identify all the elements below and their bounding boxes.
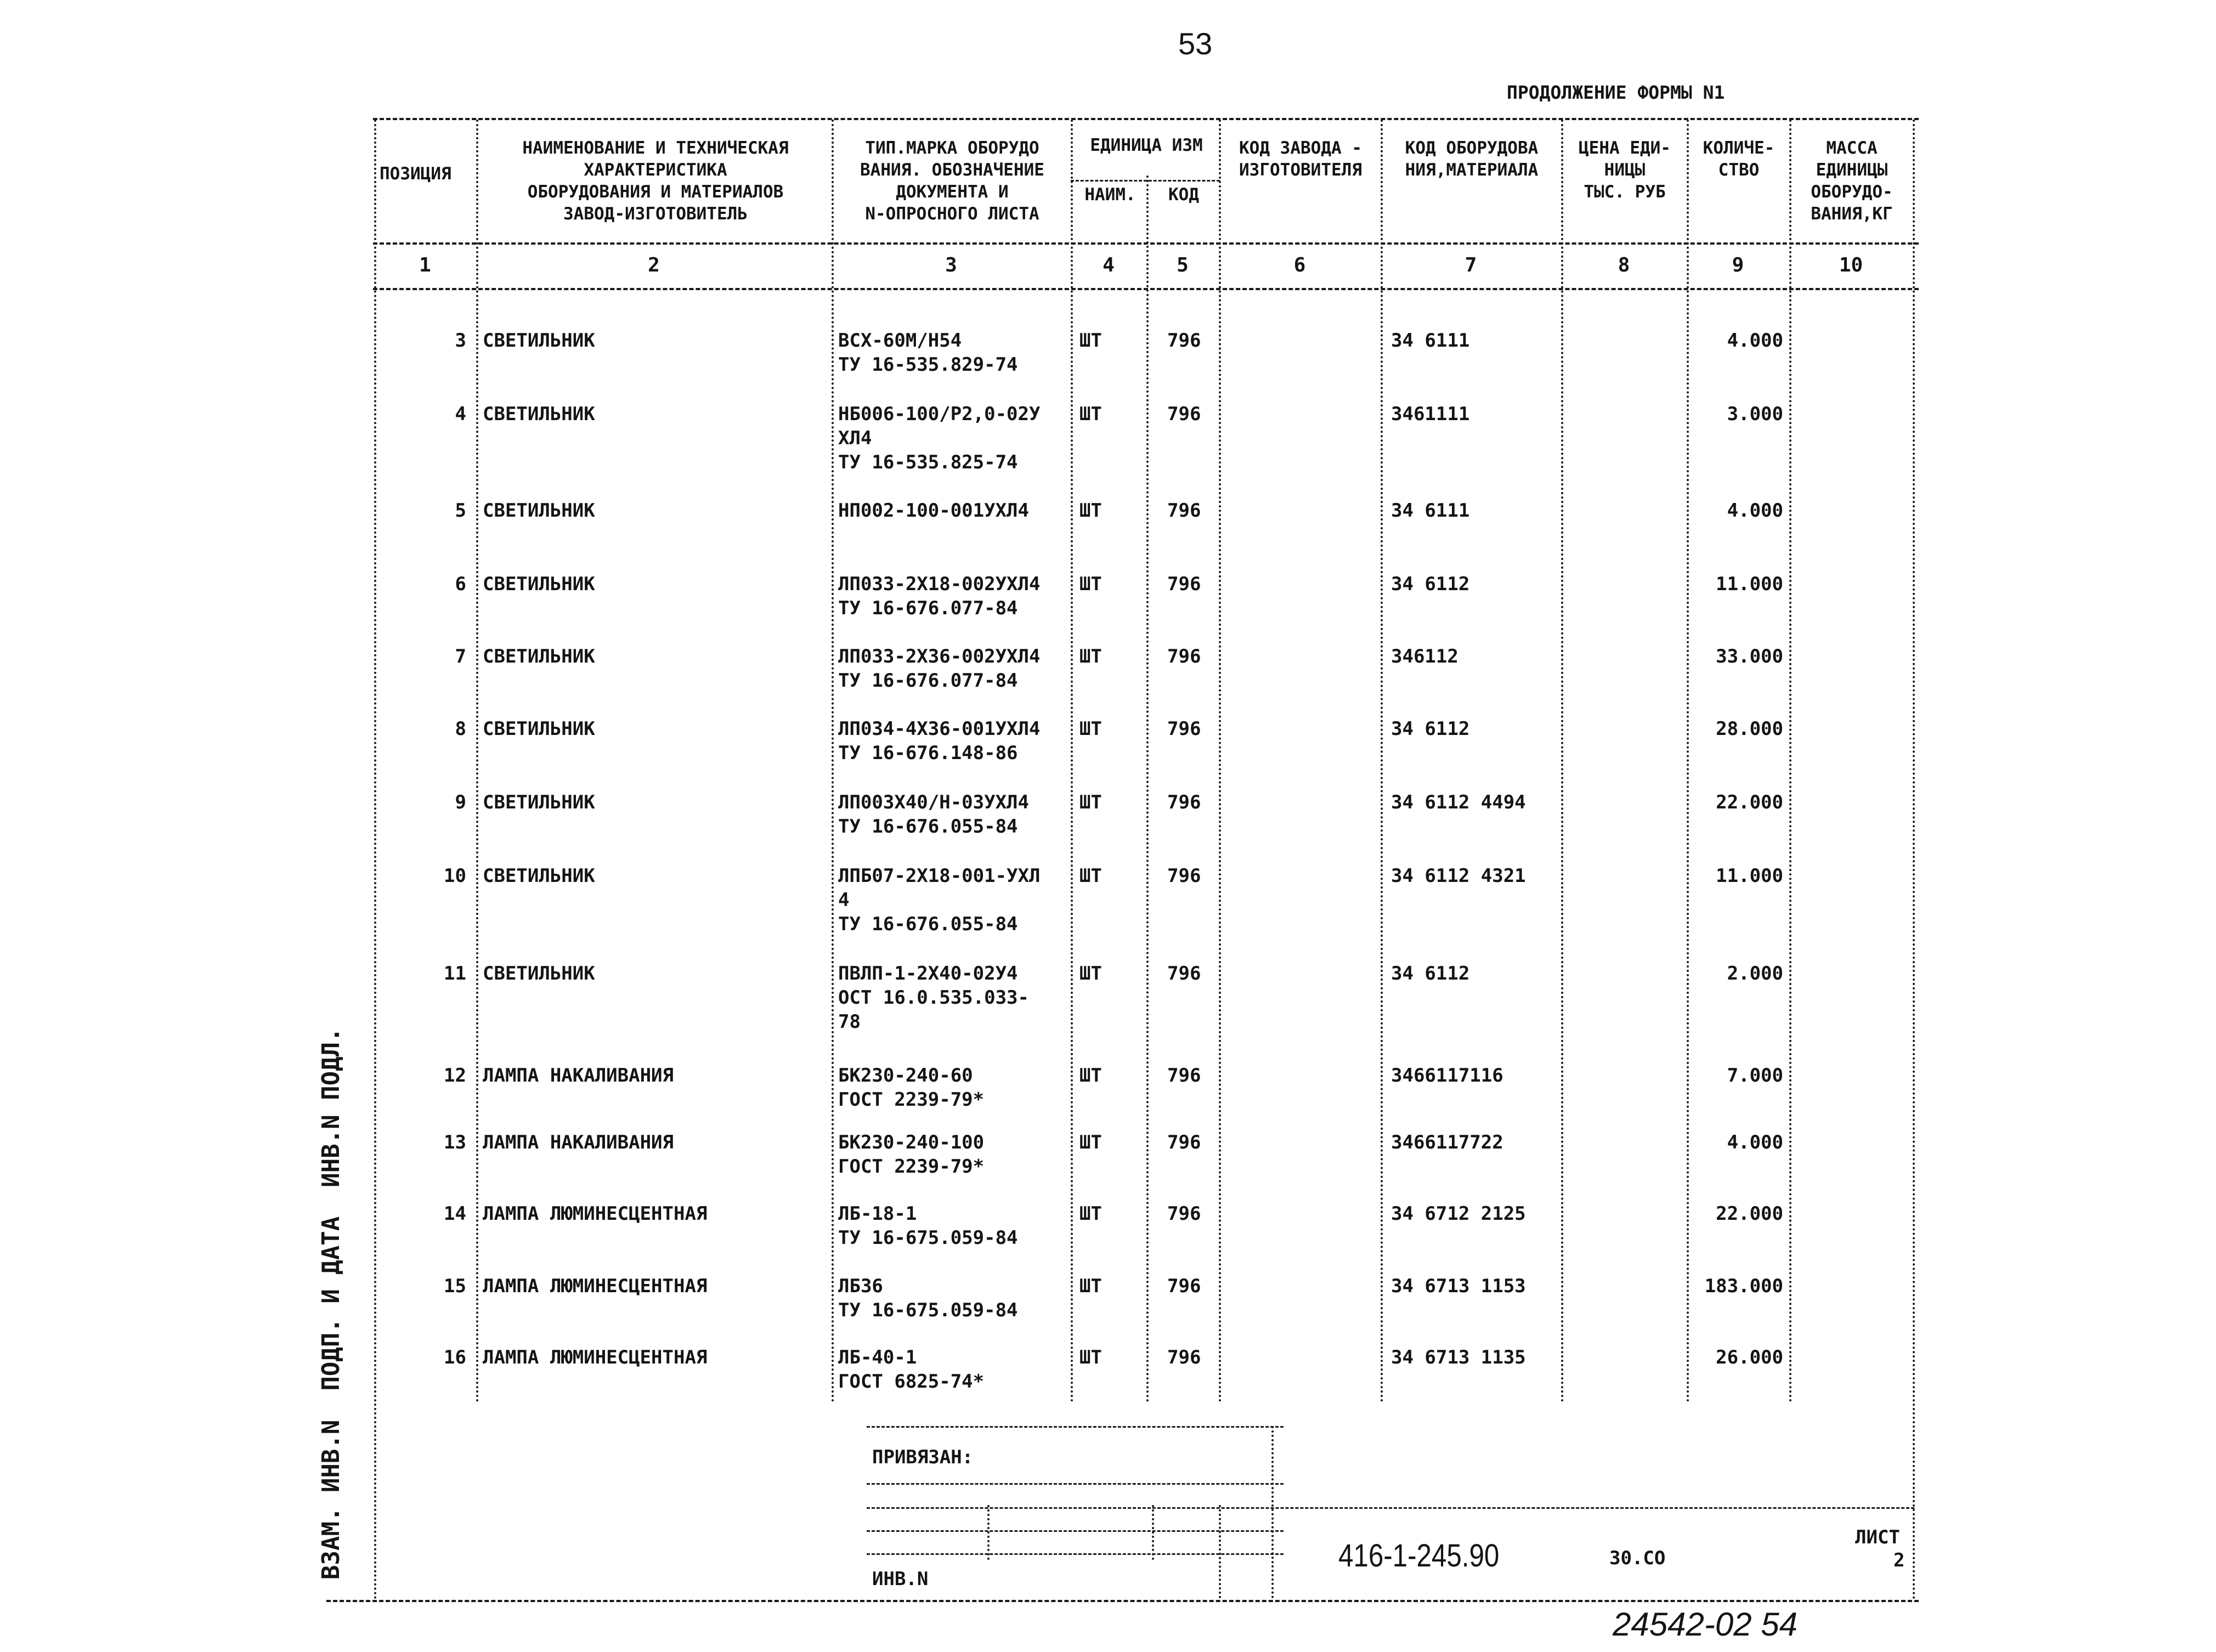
cell-name: ЛАМПА ЛЮМИНЕСЦЕНТНАЯ (483, 1347, 708, 1368)
cell-type-line-3: 78 (838, 1011, 861, 1033)
cell-type-line-2: 4 (838, 889, 850, 911)
cell-position: 13 (444, 1131, 466, 1153)
col-divider-4-5 (1146, 176, 1149, 1403)
stamp-document-designation: 416-1-245.90 (1338, 1538, 1500, 1574)
cell-position: 12 (444, 1065, 466, 1087)
header-unit: ЕДИНИЦА ИЗМ (1090, 135, 1203, 155)
stamp-inventory-number: ИНВ.N (872, 1568, 929, 1590)
cell-position: 7 (455, 646, 466, 667)
cell-unit-name: ШТ (1079, 1065, 1102, 1087)
cell-unit-code: 796 (1167, 1131, 1201, 1153)
cell-unit-name: ШТ (1079, 1203, 1102, 1225)
cell-unit-code: 796 (1167, 330, 1201, 352)
col-divider-right (1913, 120, 1915, 1600)
cell-position: 4 (455, 403, 466, 425)
cell-unit-name: ШТ (1079, 963, 1102, 985)
cell-name: СВЕТИЛЬНИК (483, 403, 595, 425)
cell-quantity: 26.000 (1716, 1347, 1783, 1368)
cell-equipment-code: 346112 (1391, 646, 1459, 667)
cell-quantity: 28.000 (1716, 718, 1783, 740)
cell-type-line-1: ЛП033-2Х36-002УХЛ4 (838, 646, 1041, 667)
cell-quantity: 183.000 (1704, 1275, 1783, 1297)
cell-type-line-2: ОСТ 16.0.535.033- (838, 987, 1029, 1009)
cell-unit-code: 796 (1167, 1275, 1201, 1297)
cell-unit-name: ШТ (1079, 791, 1102, 813)
cell-equipment-code: 3466117116 (1391, 1065, 1503, 1087)
side-margin-stamp: ВЗАМ. ИНВ.N ПОДП. И ДАТА ИНВ.N ПОДЛ. (317, 1027, 345, 1580)
cell-position: 11 (444, 963, 466, 985)
header-col10: МАССА ЕДИНИЦЫ ОБОРУДО- ВАНИЯ,КГ (1811, 138, 1893, 224)
column-number-4: 4 (1103, 254, 1115, 276)
cell-equipment-code: 34 6111 (1391, 500, 1470, 522)
cell-name: ЛАМПА ЛЮМИНЕСЦЕНТНАЯ (483, 1203, 708, 1225)
cell-name: СВЕТИЛЬНИК (483, 330, 595, 352)
cell-quantity: 4.000 (1727, 1131, 1783, 1153)
cell-position: 14 (444, 1203, 466, 1225)
column-number-10: 10 (1839, 254, 1863, 276)
cell-unit-name: ШТ (1079, 865, 1102, 887)
cell-unit-code: 796 (1167, 1065, 1201, 1087)
col-divider-left (374, 120, 376, 1600)
cell-unit-name: ШТ (1079, 1275, 1102, 1297)
cell-equipment-code: 34 6112 (1391, 963, 1470, 985)
cell-position: 8 (455, 718, 466, 740)
column-number-6: 6 (1293, 254, 1306, 276)
handwritten-footer-number: 24542-02 54 (1613, 1606, 1797, 1643)
cell-type-line-1: ЛБ-18-1 (838, 1203, 917, 1225)
cell-type-line-1: БК230-240-100 (838, 1131, 985, 1153)
cell-name: СВЕТИЛЬНИК (483, 646, 595, 667)
stamp-line-4 (867, 1530, 1284, 1532)
cell-unit-code: 796 (1167, 865, 1201, 887)
cell-equipment-code: 34 6112 4494 (1391, 791, 1526, 813)
cell-type-line-3: ТУ 16-676.055-84 (838, 913, 1018, 935)
cell-type-line-1: ЛП003Х40/Н-03УХЛ4 (838, 791, 1029, 813)
table-bottom-border (326, 1600, 1919, 1602)
cell-name: СВЕТИЛЬНИК (483, 718, 595, 740)
cell-type-line-2: ТУ 16-535.829-74 (838, 354, 1018, 376)
cell-type-line-2: ХЛ4 (838, 427, 872, 449)
cell-name: ЛАМПА ЛЮМИНЕСЦЕНТНАЯ (483, 1275, 708, 1297)
cell-unit-code: 796 (1167, 791, 1201, 813)
cell-unit-name: ШТ (1079, 1131, 1102, 1153)
cell-type-line-1: ЛП034-4Х36-001УХЛ4 (838, 718, 1041, 740)
cell-unit-name: ШТ (1079, 573, 1102, 595)
stamp-top-line (867, 1426, 1284, 1428)
cell-type-line-1: БК230-240-60 (838, 1065, 973, 1087)
cell-position: 9 (455, 791, 466, 813)
cell-equipment-code: 34 6112 4321 (1391, 865, 1526, 887)
cell-name: СВЕТИЛЬНИК (483, 963, 595, 985)
cell-type-line-3: ТУ 16-535.825-74 (838, 451, 1018, 473)
column-number-3: 3 (945, 254, 957, 276)
cell-name: СВЕТИЛЬНИК (483, 791, 595, 813)
cell-position: 3 (455, 330, 466, 352)
page-number: 53 (1178, 26, 1213, 61)
cell-quantity: 4.000 (1727, 500, 1783, 522)
cell-position: 16 (444, 1347, 466, 1368)
cell-type-line-2: ТУ 16-676.077-84 (838, 670, 1018, 692)
cell-name: СВЕТИЛЬНИК (483, 500, 595, 522)
cell-type-line-1: ПВЛП-1-2Х40-02У4 (838, 963, 1018, 985)
header-col3: ТИП.МАРКА ОБОРУДО ВАНИЯ. ОБОЗНАЧЕНИЕ ДОКУМЕНТА И N-ОПРОСНОГО ЛИСТА (860, 138, 1044, 224)
cell-equipment-code: 34 6713 1153 (1391, 1275, 1526, 1297)
cell-equipment-code: 34 6111 (1391, 330, 1470, 352)
stamp-divider-3 (1219, 1505, 1221, 1598)
column-number-2: 2 (648, 254, 660, 276)
cell-type-line-1: НБ006-100/Р2,0-02У (838, 403, 1041, 425)
stamp-divider-1 (987, 1505, 990, 1560)
column-number-7: 7 (1465, 254, 1477, 276)
cell-equipment-code: 3466117722 (1391, 1131, 1503, 1153)
unit-subheader-line (1071, 180, 1220, 182)
cell-equipment-code: 34 6112 (1391, 573, 1470, 595)
cell-unit-name: ШТ (1079, 330, 1102, 352)
cell-quantity: 4.000 (1727, 330, 1783, 352)
cell-unit-name: ШТ (1079, 500, 1102, 522)
cell-quantity: 33.000 (1716, 646, 1783, 667)
cell-type-line-1: ЛБ36 (838, 1275, 883, 1297)
cell-unit-code: 796 (1167, 1203, 1201, 1225)
stamp-sheet-number: 2 (1893, 1549, 1905, 1571)
stamp-line-2 (867, 1483, 1284, 1485)
cell-quantity: 7.000 (1727, 1065, 1783, 1087)
cell-unit-code: 796 (1167, 1347, 1201, 1368)
cell-type-line-2: ГОСТ 2239-79* (838, 1156, 985, 1178)
cell-quantity: 22.000 (1716, 791, 1783, 813)
stamp-line-5 (867, 1553, 1284, 1555)
cell-equipment-code: 3461111 (1391, 403, 1470, 425)
col-divider-7-8 (1561, 120, 1563, 1403)
cell-equipment-code: 34 6712 2125 (1391, 1203, 1526, 1225)
cell-name: ЛАМПА НАКАЛИВАНИЯ (483, 1065, 674, 1087)
cell-quantity: 22.000 (1716, 1203, 1783, 1225)
stamp-divider-2 (1152, 1505, 1154, 1560)
cell-type-line-1: ЛПБ07-2Х18-001-УХЛ (838, 865, 1041, 887)
cell-unit-name: ШТ (1079, 646, 1102, 667)
col-divider-6-7 (1381, 120, 1383, 1403)
header-col1: ПОЗИЦИЯ (380, 164, 451, 184)
cell-position: 6 (455, 573, 466, 595)
stamp-line-3 (867, 1507, 1914, 1509)
header-col6: КОД ЗАВОДА - ИЗГОТОВИТЕЛЯ (1239, 138, 1362, 180)
cell-type-line-2: ГОСТ 2239-79* (838, 1089, 985, 1111)
stamp-privyazan: ПРИВЯЗАН: (872, 1446, 974, 1468)
cell-unit-name: ШТ (1079, 1347, 1102, 1368)
col-divider-1-2 (476, 120, 478, 1403)
cell-quantity: 3.000 (1727, 403, 1783, 425)
cell-equipment-code: 34 6713 1135 (1391, 1347, 1526, 1368)
cell-type-line-2: ГОСТ 6825-74* (838, 1371, 985, 1393)
col-divider-3-4 (1071, 120, 1073, 1403)
cell-type-line-2: ТУ 16-676.077-84 (838, 597, 1018, 619)
cell-unit-code: 796 (1167, 963, 1201, 985)
column-number-1: 1 (419, 254, 431, 276)
cell-type-line-1: ЛП033-2Х18-002УХЛ4 (838, 573, 1041, 595)
cell-unit-code: 796 (1167, 718, 1201, 740)
cell-type-line-1: ЛБ-40-1 (838, 1347, 917, 1368)
header-unit-name: НАИМ. (1084, 185, 1136, 205)
cell-type-line-1: НП002-100-001УХЛ4 (838, 500, 1029, 522)
header-col8: ЦЕНА ЕДИ- НИЦЫ ТЫС. РУБ (1579, 138, 1671, 202)
cell-type-line-2: ТУ 16-676.148-86 (838, 742, 1018, 764)
cell-unit-name: ШТ (1079, 403, 1102, 425)
form-title: ПРОДОЛЖЕНИЕ ФОРМЫ N1 (1507, 82, 1725, 103)
cell-unit-code: 796 (1167, 646, 1201, 667)
cell-type-line-2: ТУ 16-676.055-84 (838, 816, 1018, 838)
cell-name: СВЕТИЛЬНИК (483, 865, 595, 887)
column-number-5: 5 (1177, 254, 1189, 276)
cell-quantity: 11.000 (1716, 865, 1783, 887)
stamp-section-code: 30.СО (1609, 1547, 1666, 1569)
col-divider-2-3 (832, 120, 834, 1403)
cell-unit-code: 796 (1167, 403, 1201, 425)
cell-quantity: 2.000 (1727, 963, 1783, 985)
cell-quantity: 11.000 (1716, 573, 1783, 595)
column-number-9: 9 (1732, 254, 1744, 276)
cell-type-line-2: ТУ 16-675.059-84 (838, 1227, 1018, 1249)
cell-equipment-code: 34 6112 (1391, 718, 1470, 740)
header-col9: КОЛИЧЕ- СТВО (1703, 138, 1775, 180)
cell-position: 10 (444, 865, 466, 887)
cell-name: СВЕТИЛЬНИК (483, 573, 595, 595)
header-col7: КОД ОБОРУДОВА НИЯ,МАТЕРИАЛА (1405, 138, 1539, 180)
stamp-sheet-label: ЛИСТ (1855, 1526, 1900, 1548)
cell-position: 15 (444, 1275, 466, 1297)
column-number-8: 8 (1618, 254, 1630, 276)
cell-unit-name: ШТ (1079, 718, 1102, 740)
cell-unit-code: 796 (1167, 573, 1201, 595)
cell-unit-code: 796 (1167, 500, 1201, 522)
col-divider-9-10 (1789, 120, 1791, 1403)
cell-position: 5 (455, 500, 466, 522)
cell-type-line-1: ВСХ-60М/Н54 (838, 330, 962, 352)
cell-type-line-2: ТУ 16-675.059-84 (838, 1299, 1018, 1321)
stamp-divider-4 (1271, 1426, 1274, 1598)
header-unit-code: КОД (1168, 185, 1199, 205)
col-divider-8-9 (1687, 120, 1689, 1403)
cell-name: ЛАМПА НАКАЛИВАНИЯ (483, 1131, 674, 1153)
col-divider-5-6 (1219, 120, 1221, 1403)
header-col2: НАИМЕНОВАНИЕ И ТЕХНИЧЕСКАЯ ХАРАКТЕРИСТИКА ОБОРУДОВАНИЯ И МАТЕРИАЛОВ ЗАВОД-ИЗГОТОВИТЕЛЬ (522, 138, 789, 224)
